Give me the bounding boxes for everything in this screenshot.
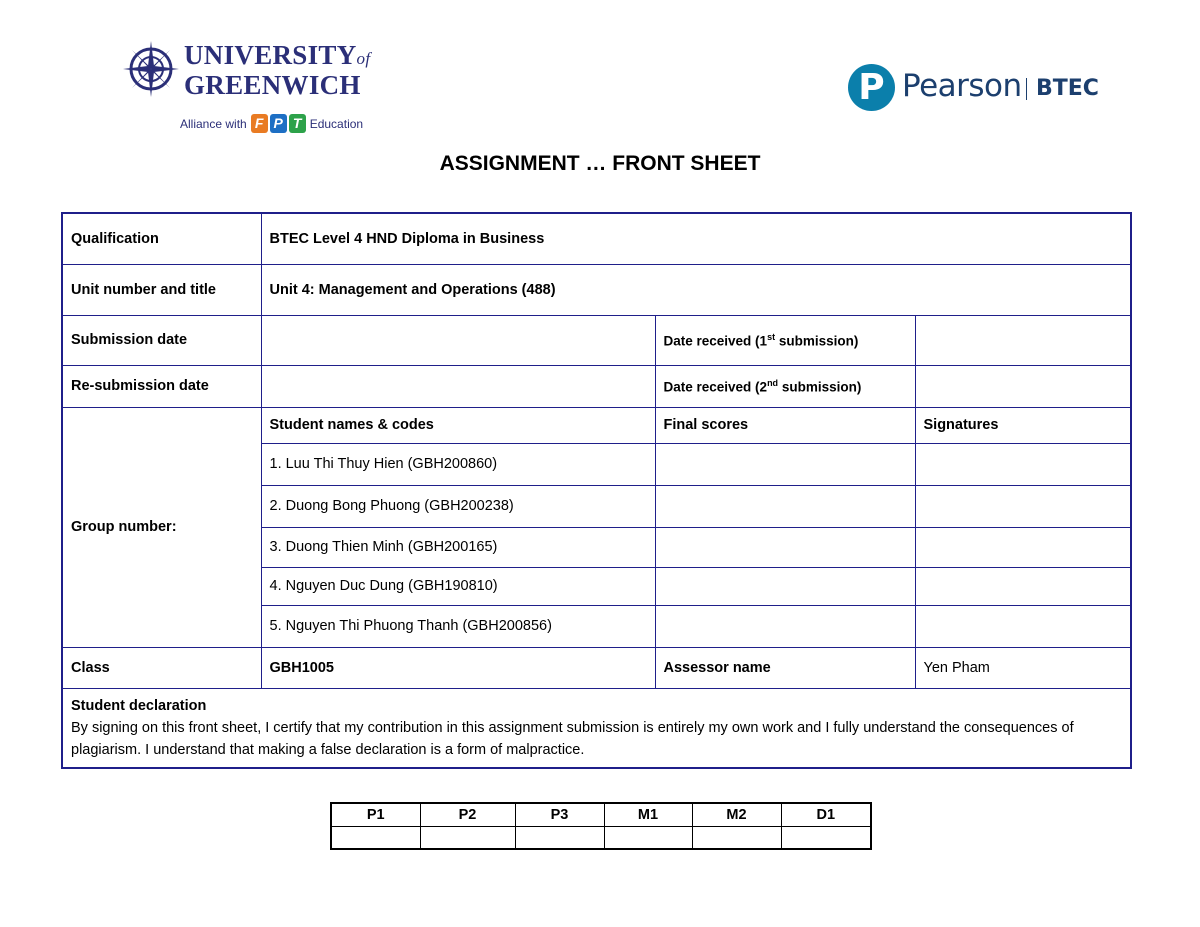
student-name: 4. Nguyen Duc Dung (GBH190810) [261, 567, 655, 605]
front-sheet-table [61, 212, 1132, 769]
scores-header: Final scores [655, 407, 915, 443]
signature-field[interactable] [915, 443, 1131, 485]
resubmission-date-field[interactable] [261, 365, 655, 407]
assessor-value[interactable]: Yen Pham [915, 647, 1131, 688]
grade-field-m2[interactable] [692, 826, 781, 849]
grade-field-p1[interactable] [331, 826, 420, 849]
resubmission-row [62, 365, 1131, 407]
declaration-title: Student declaration [71, 697, 207, 714]
fpt-alliance: Alliance with F P T Education [180, 115, 364, 131]
date-received-2-label: Date received (2nd submission) [655, 365, 915, 407]
page-title: ASSIGNMENT … FRONT SHEET [439, 152, 761, 175]
date-received-1-field[interactable] [915, 315, 1131, 365]
signature-field[interactable] [915, 567, 1131, 605]
student-name: 1. Luu Thi Thuy Hien (GBH200860) [261, 443, 655, 485]
declaration-row [62, 688, 1131, 768]
logo-divider [1026, 78, 1027, 100]
student-declaration [62, 688, 1131, 768]
score-field[interactable] [655, 567, 915, 605]
score-field[interactable] [655, 527, 915, 567]
btec-wordmark: BTEC [1036, 76, 1099, 101]
grade-field-m1[interactable] [604, 826, 692, 849]
unit-row [62, 264, 1131, 315]
submission-date-label: Submission date [62, 315, 261, 365]
qualification-row [62, 213, 1131, 264]
signature-field[interactable] [915, 485, 1131, 527]
group-number-label: Group number: [62, 407, 261, 647]
qualification-label: Qualification [62, 213, 261, 264]
grade-field-p2[interactable] [420, 826, 515, 849]
declaration-text: By signing on this front sheet, I certify that my contribution in this assignment submission is entirely my own work and I fully understand the consequences of plagiarism. I understand that making a false declaration is a form of malpractice. [71, 719, 1074, 758]
assessor-label: Assessor name [655, 647, 915, 688]
pearson-p-icon: P [848, 64, 895, 111]
date-received-1-label: Date received (1st submission) [655, 315, 915, 365]
grade-field-d1[interactable] [781, 826, 871, 849]
signature-field[interactable] [915, 605, 1131, 647]
unit-value[interactable]: Unit 4: Management and Operations (488) [261, 264, 1131, 315]
grade-header-p1: P1 [331, 803, 420, 826]
grades-value-row [331, 826, 871, 849]
group-header-row [62, 407, 1131, 443]
class-row [62, 647, 1131, 688]
score-field[interactable] [655, 485, 915, 527]
grades-header-row [331, 803, 871, 826]
grade-header-p2: P2 [420, 803, 515, 826]
submission-date-field[interactable] [261, 315, 655, 365]
date-received-2-field[interactable] [915, 365, 1131, 407]
signature-field[interactable] [915, 527, 1131, 567]
grade-header-d1: D1 [781, 803, 871, 826]
grade-header-p3: P3 [515, 803, 604, 826]
score-field[interactable] [655, 605, 915, 647]
student-name: 5. Nguyen Thi Phuong Thanh (GBH200856) [261, 605, 655, 647]
qualification-value[interactable]: BTEC Level 4 HND Diploma in Business [261, 213, 1131, 264]
university-of-greenwich-logo [122, 40, 371, 135]
compass-emblem-icon [122, 40, 180, 98]
unit-label: Unit number and title [62, 264, 261, 315]
pearson-wordmark: Pearson [902, 68, 1022, 104]
student-name: 3. Duong Thien Minh (GBH200165) [261, 527, 655, 567]
submission-row [62, 315, 1131, 365]
grade-header-m1: M1 [604, 803, 692, 826]
student-name: 2. Duong Bong Phuong (GBH200238) [261, 485, 655, 527]
resubmission-date-label: Re-submission date [62, 365, 261, 407]
class-value[interactable]: GBH1005 [261, 647, 655, 688]
pearson-btec-logo [848, 64, 1108, 114]
university-name: UNIVERSITYof GREENWICH [184, 40, 371, 100]
students-header: Student names & codes [261, 407, 655, 443]
signatures-header: Signatures [915, 407, 1131, 443]
grade-field-p3[interactable] [515, 826, 604, 849]
score-field[interactable] [655, 443, 915, 485]
fpt-logo: F P T [251, 114, 306, 133]
class-label: Class [62, 647, 261, 688]
grade-header-m2: M2 [692, 803, 781, 826]
grades-table [330, 802, 872, 850]
